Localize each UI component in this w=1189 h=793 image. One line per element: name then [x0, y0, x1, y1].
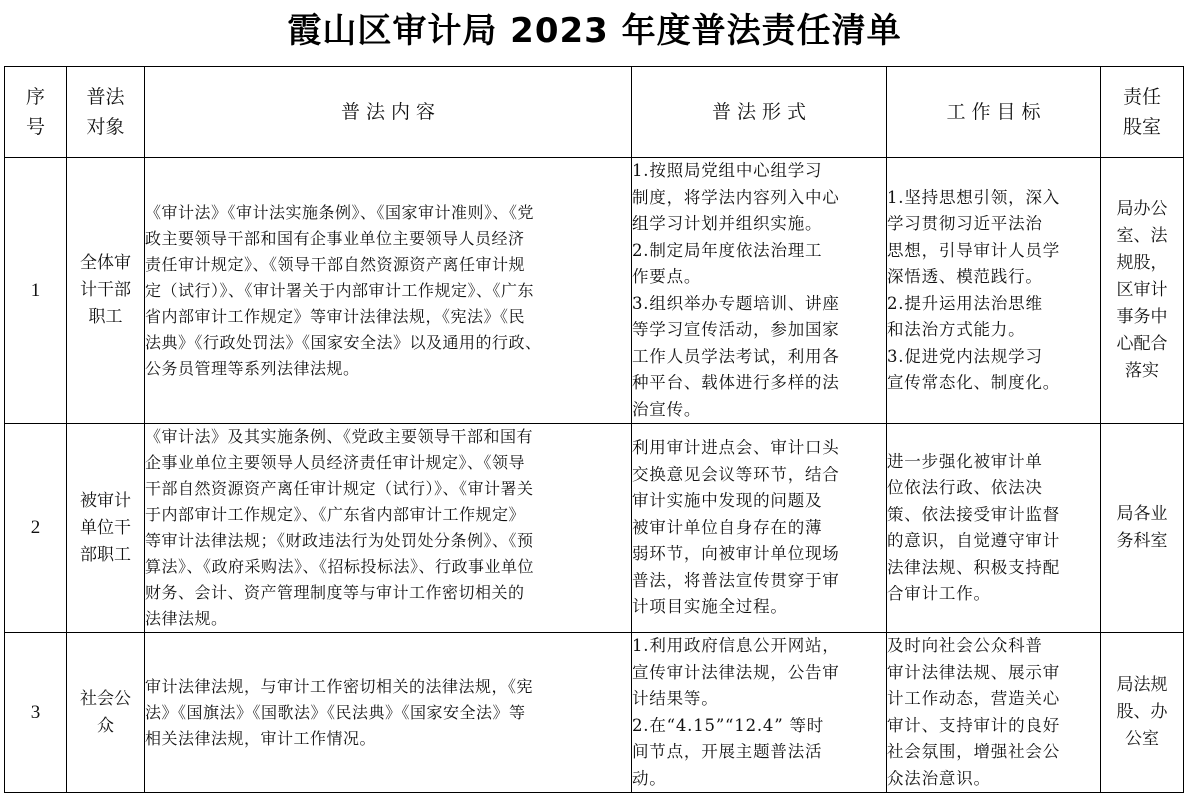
text-line: 公务员管理等系列法律法规。 — [145, 358, 360, 378]
text-line: 法》《国旗法》《国歌法》《民法典》《国家安全法》等 — [145, 702, 526, 722]
table-row — [5, 424, 1184, 633]
row-index: 2 — [5, 424, 67, 633]
row-target: 被审计 单位干 部职工 — [67, 424, 145, 633]
header-dept: 责任 股室 — [1101, 67, 1184, 158]
text-line: 思想，引导审计人员学 — [887, 240, 1060, 260]
row-index: 1 — [5, 158, 67, 424]
text-line: 审计实施中发现的问题及 — [632, 491, 823, 511]
text-line: 社会氛围，增强社会公 — [887, 742, 1060, 761]
table-row — [5, 633, 1184, 793]
row-content — [145, 633, 632, 793]
row-dept: 局法规 股、办 公室 — [1101, 633, 1184, 793]
text-line: 《审计法》及其实施条例、《党政主要领导干部和国有 — [145, 427, 534, 446]
text-line: 责任审计规定》、《领导干部自然资源资产离任审计规 — [145, 254, 526, 274]
text-line: 企事业单位主要领导人员经济责任审计规定》、《领导 — [145, 453, 526, 472]
table-header-row — [5, 67, 1184, 158]
text-line: 被审计单位自身存在的薄 — [632, 517, 823, 537]
text-line: 2.在“4.15”“12.4” 等时 — [632, 715, 825, 735]
page-title: 霞山区审计局 2023 年度普法责任清单 — [287, 11, 902, 51]
text-line: 合审计工作。 — [887, 584, 991, 603]
text-line: 作要点。 — [632, 267, 702, 286]
text-line: 宣传常态化、制度化。 — [887, 373, 1060, 392]
text-line: 3.组织举办专题培训、讲座 — [632, 293, 840, 313]
row-goal — [887, 158, 1101, 424]
text-line: 交换意见会议等环节，结合 — [632, 464, 840, 484]
header-target: 普法 对象 — [67, 67, 145, 158]
text-line: 的意识，自觉遵守审计 — [887, 531, 1060, 550]
text-line: 进一步强化被审计单 — [887, 451, 1043, 471]
text-line: 种平台、载体进行多样的法 — [632, 373, 840, 392]
row-goal — [887, 424, 1101, 633]
text-line: 利用审计进点会、审计口头 — [632, 438, 840, 458]
header-goal: 工 作 目 标 — [887, 67, 1101, 158]
text-line: 2.制定局年度依法治理工 — [632, 240, 823, 260]
text-line: 法典》《行政处罚法》《国家安全法》以及通用的行政、 — [145, 332, 542, 352]
text-line: 学习贯彻习近平法治 — [887, 214, 1043, 233]
responsibility-table — [4, 66, 1184, 793]
text-line: 1.坚持思想引领，深入 — [887, 187, 1061, 207]
text-line: 定（试行）》、《审计署关于内部审计工作规定》、《广东 — [145, 280, 535, 300]
text-line: 弱环节，向被审计单位现场 — [632, 544, 840, 564]
header-content: 普 法 内 容 — [145, 67, 632, 158]
text-line: 计结果等。 — [632, 689, 719, 708]
text-line: 深悟透、模范践行。 — [887, 267, 1043, 286]
row-content — [145, 424, 632, 633]
row-dept: 局各业 务科室 — [1101, 424, 1184, 633]
text-line: 审计法律法规，与审计工作密切相关的法律法规，《宪 — [145, 676, 534, 696]
text-line: 政主要领导干部和国有企事业单位主要领导人员经济 — [145, 228, 525, 248]
text-line: 1.利用政府信息公开网站， — [632, 636, 840, 655]
row-goal — [887, 633, 1101, 793]
text-line: 1.按照局党组中心组学习 — [632, 161, 823, 180]
text-line: 众法治意识。 — [887, 768, 991, 788]
text-line: 等审计法律法规；《财政违法行为处罚处分条例》、《预 — [145, 531, 534, 550]
text-line: 算法》、《政府采购法》、《招标投标法》、行政事业单位 — [145, 557, 535, 576]
row-target: 全体审 计干部 职工 — [67, 158, 145, 424]
text-line: 宣传审计法律法规，公告审 — [632, 662, 840, 682]
text-line: 位依法行政、依法决 — [887, 478, 1043, 497]
text-line: 审计法律法规、展示审 — [887, 662, 1060, 682]
header-form: 普 法 形 式 — [632, 67, 887, 158]
text-line: 财务、会计、资产管理制度等与审计工作密切相关的 — [145, 583, 525, 602]
text-line: 于内部审计工作规定》、《广东省内部审计工作规定》 — [145, 505, 526, 524]
text-line: 动。 — [632, 768, 667, 788]
text-line: 计项目实施全过程。 — [632, 597, 788, 617]
row-target: 社会公 众 — [67, 633, 145, 793]
header-index: 序 号 — [5, 67, 67, 158]
text-line: 《审计法》《审计法实施条例》、《国家审计准则》、《党 — [145, 202, 535, 222]
text-line: 及时向社会公众科普 — [887, 636, 1043, 655]
row-form — [632, 633, 887, 793]
text-line: 计工作动态，营造关心 — [887, 689, 1060, 708]
text-line: 策、依法接受审计监督 — [887, 504, 1060, 524]
text-line: 间节点，开展主题普法活 — [632, 742, 823, 761]
text-line: 普法，将普法宣传贯穿于审 — [632, 570, 840, 590]
text-line: 3.促进党内法规学习 — [887, 346, 1043, 366]
text-line: 法律法规。 — [145, 609, 228, 628]
text-line: 和法治方式能力。 — [887, 320, 1026, 339]
text-line: 相关法律法规，审计工作情况。 — [145, 728, 377, 748]
row-index: 3 — [5, 633, 67, 793]
table-row — [5, 158, 1184, 424]
text-line: 组学习计划并组织实施。 — [632, 214, 823, 233]
text-line: 法律法规、积极支持配 — [887, 557, 1060, 577]
text-line: 工作人员学法考试，利用各 — [632, 346, 840, 366]
text-line: 审计、支持审计的良好 — [887, 715, 1060, 735]
row-form — [632, 424, 887, 633]
row-form — [632, 158, 887, 424]
row-dept: 局办公 室、法 规股， 区审计 事务中 心配合 落实 — [1101, 158, 1184, 424]
text-line: 制度，将学法内容列入中心 — [632, 187, 840, 207]
text-line: 等学习宣传活动，参加国家 — [632, 320, 840, 339]
text-line: 干部自然资源资产离任审计规定（试行）》、《审计署关 — [145, 479, 534, 498]
row-content — [145, 158, 632, 424]
text-line: 省内部审计工作规定》等审计法律法规，《宪法》《民 — [145, 306, 526, 326]
text-line: 2.提升运用法治思维 — [887, 293, 1043, 313]
text-line: 治宣传。 — [632, 399, 702, 419]
